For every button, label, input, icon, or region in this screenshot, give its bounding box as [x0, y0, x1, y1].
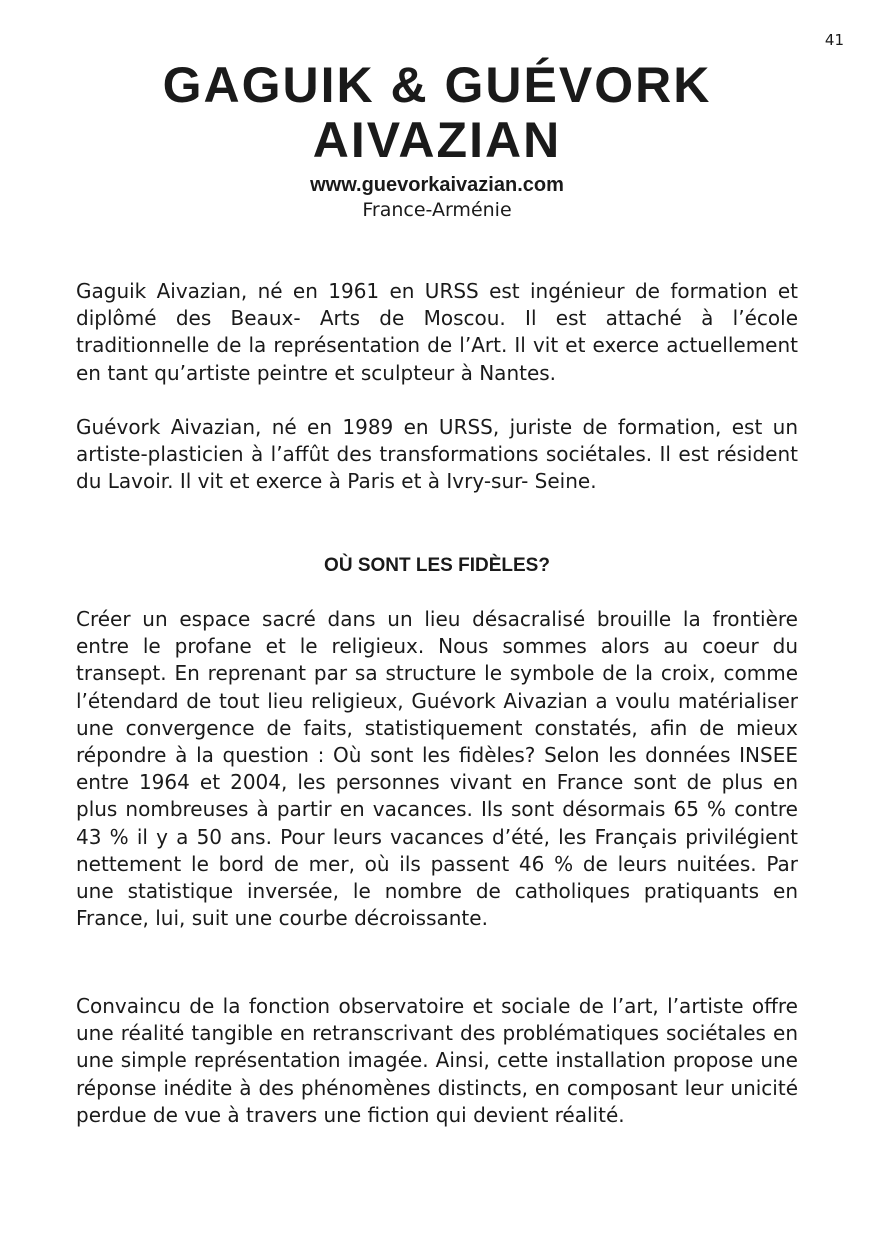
title-line-2: AIVAZIAN [312, 112, 562, 168]
page-number: 41 [824, 31, 844, 49]
title-line-1: GAGUIK & GUÉVORK [162, 57, 712, 113]
page-title [0, 58, 874, 168]
work-description-paragraph-1: Créer un espace sacré dans un lieu désacralisé brouille la frontière entre le profane et le religieux. Nous sommes alors au coeur du transept. En reprenant par sa structure le symbole de la croix, comme l’étendard de tout lieu religieux, Guévork Aivazian a voulu matérialiser une convergence de faits, statistiquement constatés, afin de mieux répondre à la question : Où sont les fidèles? Selon les données INSEE entre 1964 et 2004, les personnes vivant en France sont de plus en plus nombreuses à partir en vacances. Ils sont désormais 65 % contre 43 % il y a 50 ans. Pour leurs vacances d’été, les Français privilégient nettement le bord de mer, où ils passent 46 % de leurs nuitées. Par une statistique inversée, le nombre de catholiques pratiquants en France, lui, suit une courbe décroissante. [76, 607, 798, 931]
bio-gaguik-paragraph: Gaguik Aivazian, né en 1961 en URSS est ingénieur de formation et diplômé des Beaux- Arts de Moscou. Il est attaché à l’école traditionnelle de la représentation de l’Art. Il vit et exerce actuellement en tant qu’artiste peintre et sculpteur à Nantes. [76, 279, 798, 385]
header [0, 58, 874, 223]
work-heading: OÙ SONT LES FIDÈLES? [324, 555, 550, 576]
website-url: www.guevorkaivazian.com [310, 174, 564, 196]
work-description-paragraph-2: Convaincu de la fonction observatoire et sociale de l’art, l’artiste offre une réalité tangible en retranscrivant des problématiques sociétales en une simple représentation imagée. Ainsi, cette installation propose une réponse inédite à des phénomènes distincts, en composant leur unicité perdue de vue à travers une fiction qui devient réalité. [76, 994, 798, 1127]
country-label: France-Arménie [362, 199, 512, 221]
bio-guevork-paragraph: Guévork Aivazian, né en 1989 en URSS, juriste de formation, est un artiste-plasticien à l’affût des transformations sociétales. Il est résident du Lavoir. Il vit et exerce à Paris et à Ivry-sur- Seine. [76, 415, 798, 494]
